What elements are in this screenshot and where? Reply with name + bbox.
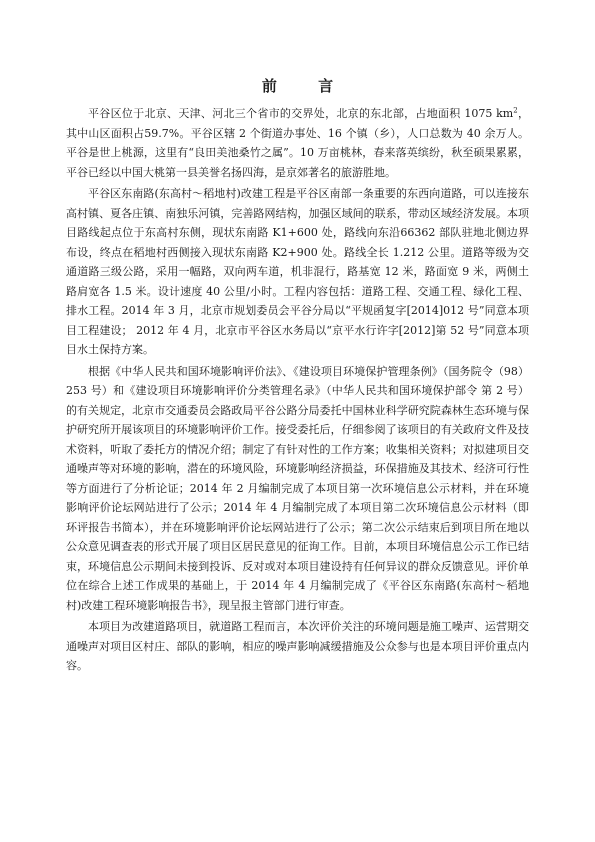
- paragraph-2: 平谷区东南路(东高村～稻地村)改建工程是平谷区南部一条重要的东西向道路，可以连接东高村镇、夏各庄镇、南独乐河镇，完善路网结构，加强区域间的联系，带动区域经济发展。本项目路线起点位于东高村东侧，现状东南路 K1+600 处，路线向东沿66362 部队驻地北侧边界布设，终点在稻地村西侧接入现状东南路 K2+900 处。路线全长 1.212 公里。道路等级为交通道路三级公路，采用一幅路，双向两车道，机非混行，路基宽 12 米，路面宽 9 米，两侧土路肩宽各 1.5 米。设计速度 40 公里/小时。工程内容包括：道路工程、交通工程、绿化工程、排水工程。2014 年 3 月，北京市规划委员会平谷分局以“平规函复字[2014]012 号”同意本项目工程建设； 2012 年 4 月，北京市平谷区水务局以“京平水行许字[2012]第 52 号”同意本项目水土保持方案。: [66, 187, 529, 356]
- paragraph-1-text-a: 平谷区位于北京、天津、河北三个省市的交界处，北京的东北部，占地面积 1075 km: [88, 107, 514, 120]
- page-title: 前 言: [261, 77, 352, 95]
- body-text: [66, 104, 529, 678]
- area-unit-superscript: 2: [513, 106, 518, 115]
- paragraph-3: 根据《中华人民共和国环境影响评价法》、《建设项目环境保护管理条例》（国务院令（98）253 号）和《建设项目环境影响评价分类管理名录》（中华人民共和国环境保护部令 第 2 号）的有关规定，北京市交通委员会路政局平谷公路分局委托中国林业科学研究院森林生态环境与保护研究所开展该项目的环境影响评价工作。接受委托后，仔细参阅了该项目的有关政府文件及技术资料，听取了委托方的情况介绍；制定了有针对性的工作方案；收集相关资料；对拟建项目交通噪声等对环境的影响，潜在的环境风险，环境影响经济损益，环保措施及其技术、经济可行性等方面进行了分析论证；2014 年 2 月编制完成了本项目第一次环境信息公示材料，并在环境影响评价论坛网站进行了公示；2014 年 4 月编制完成了本项目第二次环境信息公示材料（即环评报告书简本），并在环境影响评价论坛网站进行了公示；第二次公示结束后到项目所在地以公众意见调查表的形式开展了项目区居民意见的征询工作。目前，本项目环境信息公示工作已结束，环境信息公示期间未接到投诉、反对或对本项目建设持有任何异议的群众反馈意见。评价单位在综合上述工作成果的基础上，于 2014 年 4 月编制完成了《平谷区东南路(东高村～稻地村)改建工程环境影响报告书》，现呈报主管部门进行审查。: [66, 364, 529, 612]
- paragraph-1-text-b: ，其中山区面积占59.7%。平谷区辖 2 个街道办事处、16 个镇（乡），人口总数为 40 余万人。平谷是世上桃源，这里有“良田美池桑竹之属”。10 万亩桃林，春来落英缤纷，秋至硕果累累，平谷已经以中国大桃第一县美誉名扬四海，是京郊著名的旅游胜地。: [66, 107, 529, 179]
- paragraph-1: [66, 104, 529, 182]
- paragraph-4: 本项目为改建道路项目，就道路工程而言，本次评价关注的环境问题是施工噪声、运营期交通噪声对项目区村庄、部队的影响，相应的噪声影响减缓措施及公众参与也是本项目评价重点内容。: [66, 620, 529, 672]
